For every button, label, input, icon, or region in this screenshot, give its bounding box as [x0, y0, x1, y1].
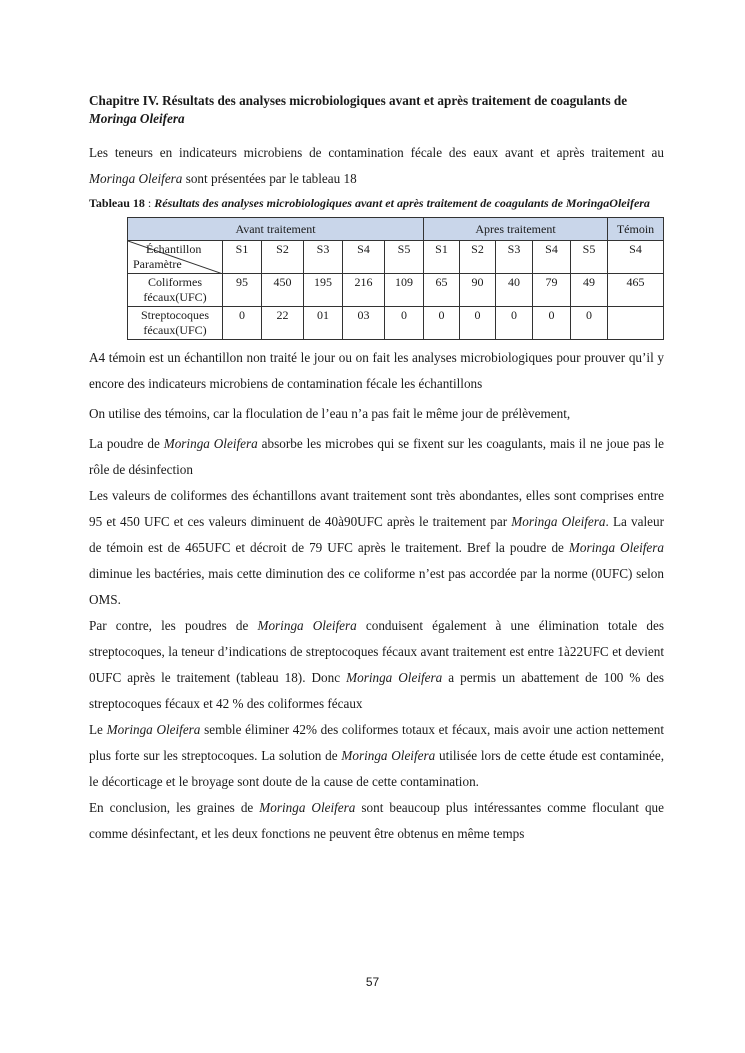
chapter-title-italic: Moringa Oleifera [89, 111, 185, 126]
page-number: 57 [365, 975, 380, 989]
column-header: S4 [608, 241, 664, 274]
table-cell: 0 [424, 307, 460, 340]
caption-label: Tableau 18 [89, 196, 145, 210]
diag-bottom-label: Paramètre [133, 257, 182, 271]
column-header: S1 [424, 241, 460, 274]
table-cell: 216 [343, 274, 385, 307]
table-cell: 40 [496, 274, 533, 307]
chapter-title-text: Chapitre IV. Résultats des analyses microbiologiques avant et après traitement de coagulants de [89, 93, 628, 108]
group-header-temoin: Témoin [608, 218, 664, 241]
table-cell: 0 [571, 307, 608, 340]
column-header: S3 [496, 241, 533, 274]
column-header: S2 [460, 241, 496, 274]
chapter-title [89, 92, 664, 128]
diagonal-header-cell [128, 241, 223, 274]
table-cell: 22 [262, 307, 304, 340]
column-header: S5 [571, 241, 608, 274]
table-cell: 79 [533, 274, 571, 307]
paragraph-conclusion: En conclusion, les graines de Moringa Oleifera sont beaucoup plus intéressantes comme floculant que comme désinfectant, et les deux fonctions ne peuvent être obtenus en même temps [89, 800, 664, 841]
column-header: S5 [385, 241, 424, 274]
table-column-header-row [128, 241, 664, 274]
table-cell: 0 [460, 307, 496, 340]
table-row [128, 307, 664, 340]
column-header: S2 [262, 241, 304, 274]
table-cell: 01 [304, 307, 343, 340]
table-cell: 0 [385, 307, 424, 340]
table-caption: Tableau 18 : Résultats des analyses microbiologiques avant et après traitement de coagulants de MoringaOleifera [89, 196, 650, 210]
intro-paragraph: Les teneurs en indicateurs microbiens de contamination fécale des eaux avant et après traitement au Moringa Oleifera sont présentées par le tableau 18 [89, 145, 664, 186]
table-cell: 0 [496, 307, 533, 340]
diag-top-label: Échantillon [146, 242, 202, 256]
group-header-avant: Avant traitement [128, 218, 424, 241]
column-header: S4 [533, 241, 571, 274]
table-cell: 465 [608, 274, 664, 307]
table-cell: 0 [533, 307, 571, 340]
table-cell: 109 [385, 274, 424, 307]
document-page [89, 92, 664, 847]
paragraph-temoin: A4 témoin est un échantillon non traité le jour ou on fait les analyses microbiologiques pour prouver qu’il y encore des indicateurs microbiens de contamination fécale les échantillons [89, 350, 664, 391]
table-cell: 49 [571, 274, 608, 307]
paragraph-temoins-usage: On utilise des témoins, car la floculation de l’eau n’a pas fait le même jour de prélèvement, [89, 406, 571, 421]
paragraph-coliformes: Les valeurs de coliformes des échantillons avant traitement sont très abondantes, elles sont comprises entre 95 et 450 UFC et ces valeurs diminuent de 40à90UFC après le traitement par Moringa Oleifera. La valeur de témoin est de 465UFC et décroit de 79 UFC après le traitement. Bref la poudre de Moringa Oleifera diminue les bactéries, mais cette diminution des ce coliforme n’est pas accordée par la norme (0UFC) selon OMS. [89, 488, 664, 607]
table-cell: 90 [460, 274, 496, 307]
table-group-header-row [128, 218, 664, 241]
column-header: S4 [343, 241, 385, 274]
table-row [128, 274, 664, 307]
table-cell [608, 307, 664, 340]
row-label: Coliformes fécaux(UFC) [128, 274, 223, 307]
column-header: S3 [304, 241, 343, 274]
paragraph-poudre: La poudre de Moringa Oleifera absorbe les microbes qui se fixent sur les coagulants, mais il ne joue pas le rôle de désinfection [89, 436, 664, 477]
group-header-apres: Apres traitement [424, 218, 608, 241]
table-cell: 0 [223, 307, 262, 340]
caption-text: Résultats des analyses microbiologiques avant et après traitement de coagulants de MoringaOleifera [154, 196, 650, 210]
column-header: S1 [223, 241, 262, 274]
table-cell: 450 [262, 274, 304, 307]
row-label: Streptocoques fécaux(UFC) [128, 307, 223, 340]
table-cell: 195 [304, 274, 343, 307]
table-cell: 65 [424, 274, 460, 307]
results-table [127, 217, 664, 340]
paragraph-streptocoques: Par contre, les poudres de Moringa Oleifera conduisent également à une élimination totale des streptocoques, la teneur d’indications de streptocoques fécaux avant traitement est entre 1à22UFC et devient 0UFC après le traitement (tableau 18). Donc Moringa Oleifera a permis un abattement de 100 % des streptocoques fécaux et 42 % des coliformes fécaux [89, 618, 664, 711]
table-cell: 95 [223, 274, 262, 307]
paragraph-elimination: Le Moringa Oleifera semble éliminer 42% des coliformes totaux et fécaux, mais avoir une action nettement plus forte sur les streptocoques. La solution de Moringa Oleifera utilisée lors de cette étude est contaminée, le décorticage et le broyage sont doute de la cause de cette contamination. [89, 722, 664, 789]
table-cell: 03 [343, 307, 385, 340]
